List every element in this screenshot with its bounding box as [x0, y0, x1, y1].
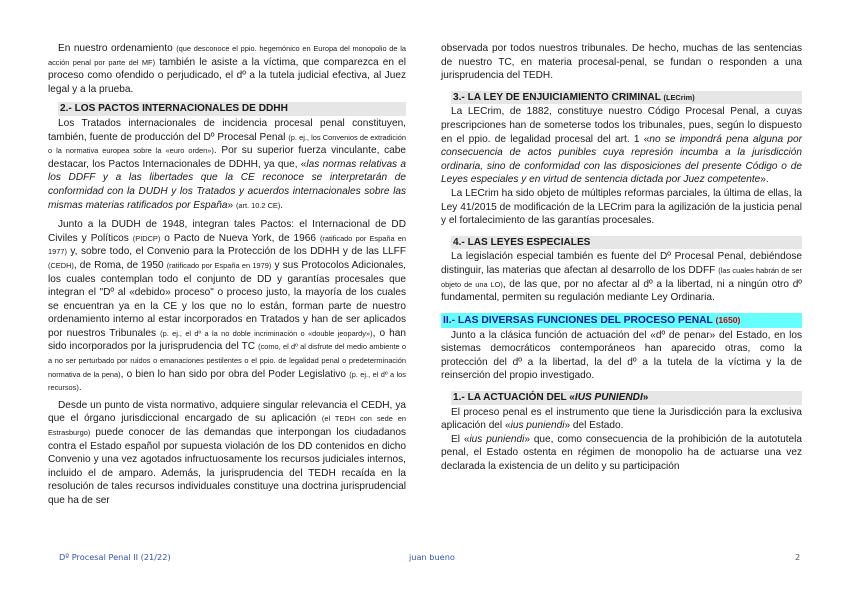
paragraph-ius-puniendi: El «ius puniendi» que, como consecuencia de la prohibición de la autotutela penal, el Estado ostenta en régimen de monopolio ha de actuarse una vez declarada la existencia de un delito y su participación [441, 433, 802, 473]
paragraph-funciones: Junto a la clásica función de actuación del «dº de penar» del Estado, en los sistemas democráticos contemporáneos han aparecido otras, como la protección del dº a la libertad, la del dº a la tutela de la víctima y la de reinserción del propio investigado. [441, 329, 802, 382]
footer-course: Dº Procesal Penal II (21/22) [59, 552, 171, 562]
heading-leyes-especiales: 4.- LAS LEYES ESPECIALES [451, 236, 802, 250]
paragraph-dudh: Junto a la DUDH de 1948, integran tales Pactos: el Internacional de DD Civiles y Políticos (PIDCP) o Pacto de Nueva York, de 1966 (ratificado por España en 1977) y, sobre todo, el Convenio para la Protección de los DDHH y de las LLFF (CEDH), de Roma, de 1950 (ratificado por España en 1979) y sus Protocolos Adicionales, los cuales contemplan todo el conjunto de DD y garantías procesales que integran el "Dº al «debido» proceso" o proceso justo, la mayoría de los cuales se encuentran ya en la CE y los que no lo están, forman parte de nuestro ordenamiento interno al estar incorporados en Tratados y han de ser aplicados por nuestros Tribunales (p. ej., el dº a la no doble incriminación o «double jeopardy»), o han sido incorporados por la jurisprudencia del TC (como, el dº al disfrute del medio ambiente o a no ser perturbado por ruidos o emanaciones pestilentes o el ppio. de legalidad penal o predeterminación normativa de la pena), o bien lo han sido por obra del Poder Legislativo (p. ej., el dº a los recursos). [48, 219, 407, 394]
right-column [441, 42, 802, 474]
paragraph-legislacion-especial: La legislación especial también es fuente del Dº Procesal Penal, debiéndose distinguir, las materias que afectan al desarrollo de los DDFF (las cuales habrán de ser objeto de una LO), de las que, por no afectar al dº a la libertad, ni a ningún otro dº fundamental, permiten su regulación mediante Ley Ordinaria. [441, 251, 802, 304]
section-heading-funciones: II.- LAS DIVERSAS FUNCIONES DEL PROCESO PENAL (1650) [441, 313, 802, 328]
heading-lecrim: 3.- LA LEY DE ENJUICIAMIENTO CRIMINAL (LECrim) [451, 91, 802, 105]
paragraph-tratados: Los Tratados internacionales de incidencia procesal penal constituyen, también, fuente de producción del Dº Procesal Penal (p. ej., los Convenios de extradición o la normativa europea sobre la «euro orden»). Por su superior fuerza vinculante, cabe destacar, los Pactos Internacionales de DDHH, ya que, «las normas relativas a los DDFF y a las libertades que la CE reconoce se interpretarán de conformidad con la DUDH y los Tratados y acuerdos internacionales sobre las mismas materias ratificados por España» (art. 10.2 CE). [48, 117, 406, 211]
heading-ius-puniendi: 1.- LA ACTUACIÓN DEL «IUS PUNIENDI» [451, 391, 802, 405]
paragraph-ordenamiento: En nuestro ordenamiento (que desconoce el ppio. hegemónico en Europa del monopolio de la acción penal por parte del MF) también le asiste a la víctima, que comparezca en el proceso como ofendido o perjudicado, el dº a la tutela judicial efectiva, al Juez legal y a la prueba. [48, 43, 407, 95]
page-number: 2 [795, 552, 801, 562]
heading-pactos-internacionales: 2.- LOS PACTOS INTERNACIONALES DE DDHH [58, 102, 406, 116]
paragraph-cedh: Desde un punto de vista normativo, adquiere singular relevancia el CEDH, ya que el órgano jurisdiccional encargado de su aplicación (el TEDH con sede en Estrasburgo) puede conocer de las demandas que interpongan los ciudadanos contra el Estado español por supuesta violación de los DD contenidos en dicho Convenio y una vez agotados infructuosamente los recursos judiciales internos, incluido el de amparo. Además, la jurisprudencia del TEDH recaída en la resolución de tales recursos individuales constituye una doctrina jurisprudencial que ha de ser [48, 399, 406, 506]
paragraph-tedh-continuation: observada por todos nuestros tribunales. De hecho, muchas de las sentencias de nuestro TC, en materia procesal-penal, se fundan o responden a una jurisprudencia del TEDH. [441, 43, 802, 82]
paragraph-lecrim: La LECrim, de 1882, constituye nuestro Código Procesal Penal, a cuyas prescripciones han de someterse todos los tribunales, pues, según lo dispuesto en el ppio. de legalidad procesal del art. 1 «no se impondrá pena alguna por consecuencia de actos punibles cuya represión incumba a la jurisdicción ordinaria, sino de conformidad con las disposiciones del presente Código o de Leyes especiales y en virtud de sentencia dictada por Juez competente». [441, 106, 802, 186]
paragraph-reformas: La LECrim ha sido objeto de múltiples reformas parciales, la última de ellas, la Ley 41/2015 de modificación de la LECrim para la agilización de la justicia penal y el fortalecimiento de las garantías procesales. [441, 187, 802, 227]
paragraph-instrumento: El proceso penal es el instrumento que tiene la Jurisdicción para la exclusiva aplicación del «ius puniendi» del Estado. [441, 406, 802, 432]
left-column [48, 42, 406, 508]
footer-author: juan bueno [409, 552, 455, 562]
